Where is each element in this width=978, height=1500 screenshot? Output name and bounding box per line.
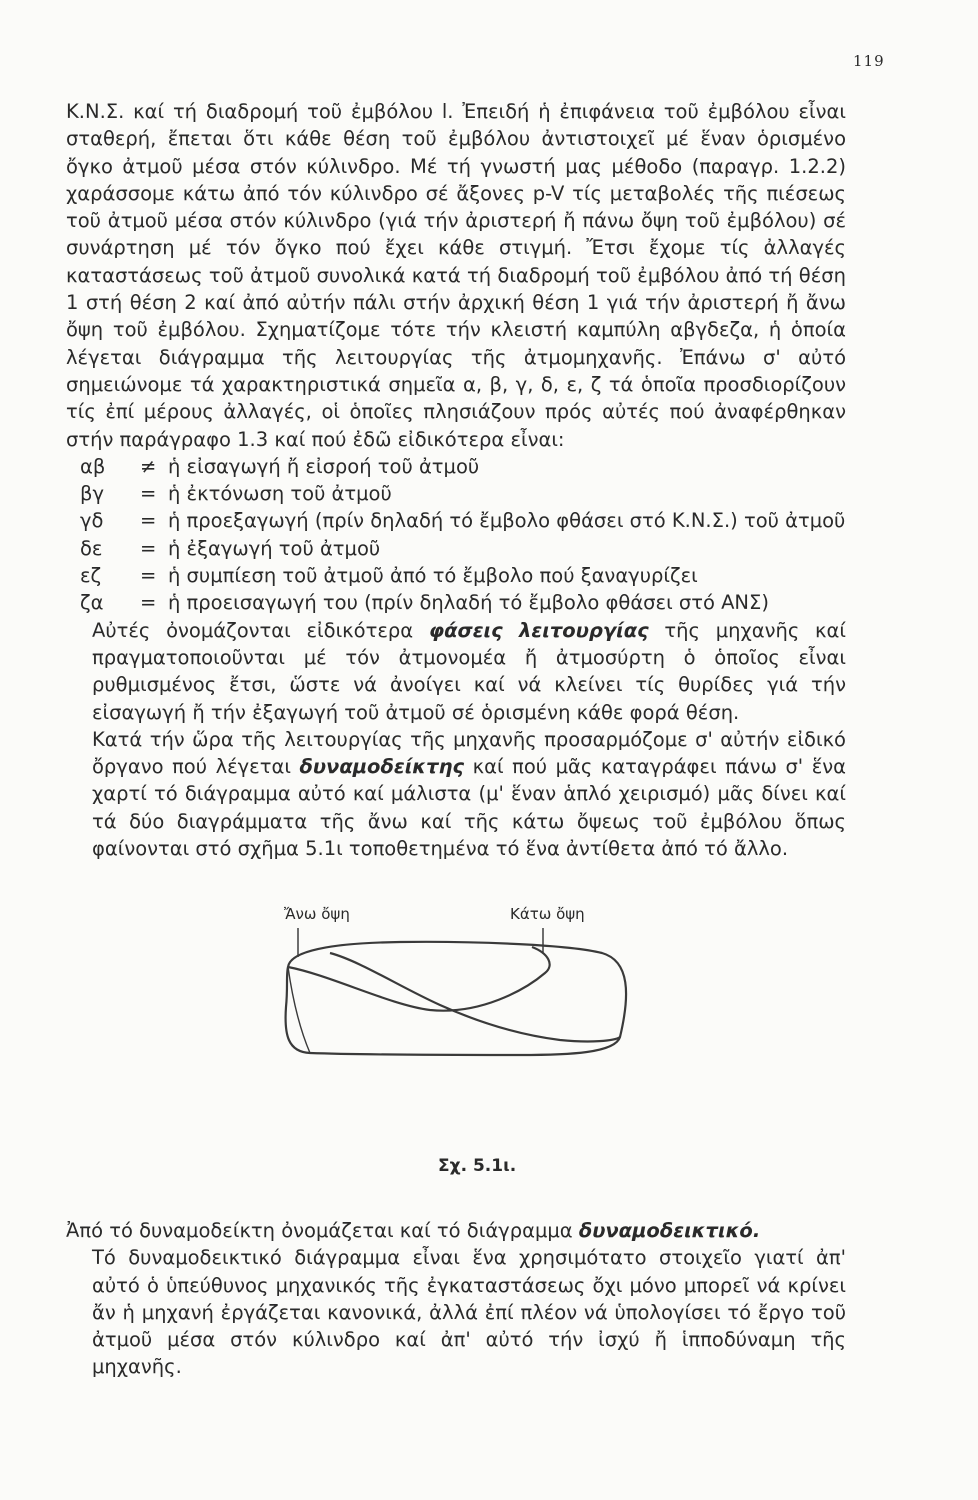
definition-sign: = [140, 536, 157, 560]
term-phases: φάσεις λειτουργίας [428, 618, 649, 642]
definition-row [66, 589, 846, 616]
definition-row [66, 507, 846, 534]
definition-row [66, 535, 846, 562]
definition-sign: = [140, 564, 157, 588]
definition-sign: = [140, 509, 157, 533]
main-text [66, 98, 846, 862]
paragraph-name [66, 1217, 846, 1244]
paragraph-text: τῆς μηχανῆς καί πραγματοποιοῦνται μέ τόν ἀτμονομέα ἤ ἀτμοσύρτη ὁ ὁποῖος εἶναι ρυθμισμένος ἔτσι, ὥστε νά ἀνοίγει καί νά κλείνει τίς θυρίδες γιά τήν εἰσαγωγή ἤ τήν ἐξαγωγή τοῦ ἀτμοῦ σέ ὁρισμένη κάθε φορά θέση. [92, 618, 846, 724]
diagram-outer-curve [286, 942, 627, 1055]
definition-row [66, 480, 846, 507]
page-number: 119 [853, 52, 885, 70]
definition-sign: ≠ [140, 454, 157, 478]
term-indicator: δυναμοδείκτης [299, 755, 465, 779]
definition-key: δε [80, 536, 103, 560]
definition-text: ἡ προεξαγωγή (πρίν δηλαδή τό ἔμβολο φθάσει στό Κ.Ν.Σ.) τοῦ ἀτμοῦ [168, 509, 846, 533]
definition-text: ἡ ἐκτόνωση τοῦ ἀτμοῦ [168, 482, 392, 506]
indicator-diagram-figure [270, 895, 640, 1035]
definition-key: γδ [80, 509, 104, 533]
paragraph-indicator [66, 726, 846, 862]
definition-key: βγ [80, 482, 104, 506]
paragraph-text: Ἀπό τό δυναμοδείκτη ὀνομάζεται καί τό διάγραμμα [66, 1219, 579, 1242]
definition-sign: = [140, 591, 157, 615]
paragraph-usefulness: Τό δυναμοδεικτικό διάγραμμα εἶναι ἕνα χρησιμότατο στοιχεῖο γιατί ἀπ' αὐτό ὁ ὑπεύθυνος μηχανικός τῆς ἐγκαταστάσεως ὄχι μόνο μπορεῖ νά κρίνει ἄν ἡ μηχανή ἐργάζεται κανονικά, ἀλλά ἐπί πλέον νά ὑπολογίσει τό ἔργο τοῦ ἀτμοῦ μέσα στόν κύλινδρο καί ἀπ' αὐτό τήν ἰσχύ ἤ ἱπποδύναμη τῆς μηχανῆς. [92, 1246, 846, 1379]
definition-row [66, 453, 846, 480]
diagram-left-edge [288, 967, 310, 1053]
definition-text: ἡ συμπίεση τοῦ ἀτμοῦ ἀπό τό ἔμβολο πού ξαναγυρίζει [168, 564, 698, 588]
paragraph-intro: Κ.Ν.Σ. καί τή διαδρομή τοῦ ἐμβόλου l. Ἐπειδή ἡ ἐπιφάνεια τοῦ ἐμβόλου εἶναι σταθερή, ἔπεται ὅτι κάθε θέση τοῦ ἐμβόλου ἀντιστοιχεῖ μέ ἕναν ὁρισμένο ὄγκο ἀτμοῦ μέσα στόν κύλινδρο. Μέ τή γνωστή μας μέθοδο (παραγρ. 1.2.2) χαράσσομε κάτω ἀπό τόν κύλινδρο σέ ἄξονες p-V τίς μεταβολές τῆς πιέσεως τοῦ ἀτμοῦ μέσα στόν κύλινδρο (γιά τήν ἀριστερή ἤ πάνω ὄψη τοῦ ἐμβόλου) σέ συνάρτηση μέ τόν ὄγκο πού ἔχει κάθε στιγμή. Ἔτσι ἔχομε τίς ἀλλαγές καταστάσεως τοῦ ἀτμοῦ συνολικά κατά τή διαδρομή τοῦ ἐμβόλου ἀπό τή θέση 1 στή θέση 2 καί ἀπό αὐτήν πάλι στήν ἀρχική θέση 1 γιά τήν ἀριστερή ἤ ἄνω ὄψη τοῦ ἐμβόλου. Σχηματίζομε τότε τήν κλειστή καμπύλη αβγδεζα, ἡ ὁποία λέγεται διάγραμμα τῆς λειτουργίας τῆς ἀτμομηχανῆς. Ἐπάνω σ' αὐτό σημειώνομε τά χαρακτηριστικά σημεῖα α, β, γ, δ, ε, ζ τά ὁποῖα προσδιορίζουν τίς ἐπί μέρους ἀλλαγές, οἱ ὁποῖες πλησιάζουν πρός αὐτές πού ἀναφέρθηκαν στήν παράγραφο 1.3 καί πού ἐδῶ εἰδικότερα εἶναι: [66, 100, 846, 451]
diagram-lower-curve [330, 953, 620, 1041]
figure-label-upper-side: Ἄνω ὄψη [284, 905, 350, 923]
figure-label-lower-side: Κάτω ὄψη [510, 905, 585, 923]
definition-sign: = [140, 482, 157, 506]
definition-text: ἡ προεισαγωγή του (πρίν δηλαδή τό ἔμβολο φθάσει στό ΑΝΣ) [168, 591, 769, 615]
definition-key: αβ [80, 454, 106, 478]
definition-text: ἡ εἰσαγωγή ἤ εἰσροή τοῦ ἀτμοῦ [168, 454, 480, 478]
definition-key: ζα [80, 591, 104, 615]
paragraph-text: Αὐτές ὀνομάζονται εἰδικότερα [92, 618, 429, 642]
indicator-diagram [270, 895, 640, 1095]
paragraph-phases [66, 617, 846, 726]
lower-text [66, 1217, 846, 1381]
definition-key: εζ [80, 564, 102, 588]
definition-list [66, 453, 846, 617]
paragraph-text: καί πού μᾶς καταγράφει πάνω σ' ἕνα χαρτί τό διάγραμμα αὐτό καί μάλιστα (μ' ἕναν ἁπλό χειρισμό) μᾶς δίνει καί τά δύο διαγράμματα τῆς ἄνω καί τῆς κάτω ὄψεως τοῦ ἐμβόλου ὅπως φαίνονται στό σχῆμα 5.1ι τοποθετημένα τό ἕνα ἀντίθετα ἀπό τό ἄλλο. [92, 755, 846, 861]
figure-caption: Σχ. 5.1ι. [438, 1156, 517, 1176]
paragraph-text: Κατά τήν ὥρα τῆς λειτουργίας τῆς μηχανῆς προσαρμόζομε σ' αὐτήν εἰδικό ὄργανο πού λέγεται [92, 727, 846, 779]
definition-row [66, 562, 846, 589]
term-indicator-diagram: δυναμοδεικτικό. [578, 1219, 761, 1242]
definition-text: ἡ ἐξαγωγή τοῦ ἀτμοῦ [168, 536, 381, 560]
diagram-upper-curve [288, 947, 550, 1011]
